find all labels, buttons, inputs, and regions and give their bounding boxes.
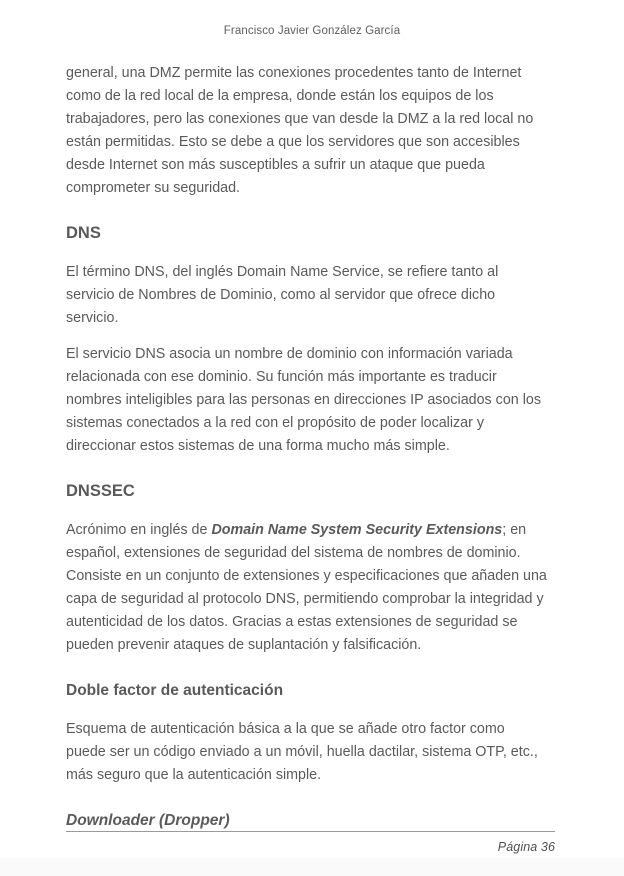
page-bottom-edge	[0, 858, 624, 876]
document-body	[66, 62, 548, 848]
footer-divider	[66, 831, 555, 832]
paragraph-doble-factor: Esquema de autenticación básica a la que se añade otro factor como puede ser un código enviado a un móvil, huella dactilar, sistema OTP, etc., más seguro que la autenticación simple.	[66, 721, 538, 783]
page-header: Francisco Javier González García	[223, 25, 401, 37]
dnssec-emphasis-text: Domain Name System Security Extensions	[211, 522, 503, 538]
dnssec-lead-text: Acrónimo en inglés de	[66, 522, 212, 538]
heading-dnssec: DNSSEC	[66, 482, 135, 500]
paragraph-dmz-intro: general, una DMZ permite las conexiones procedentes tanto de Internet como de la red local de la empresa, donde están los equipos de los trabajadores, pero las conexiones que van desde la DMZ a la red local no están permitidas. Esto se debe a que los servidores que son accesibles desde Internet son más susceptibles a sufrir un ataque que pueda comprometer su seguridad.	[66, 65, 534, 196]
page-number: Página 36	[497, 840, 555, 854]
heading-downloader-dropper: Downloader (Dropper)	[66, 812, 230, 829]
heading-doble-factor-autenticacion: Doble factor de autenticación	[66, 682, 284, 699]
paragraph-dns-definition: El término DNS, del inglés Domain Name Service, se refiere tanto al servicio de Nombres de Dominio, como al servidor que ofrece dicho servicio.	[66, 264, 499, 326]
dnssec-rest-text: ; en español, extensiones de seguridad del sistema de nombres de dominio. Consiste en un conjunto de extensiones y especificaciones que añaden una capa de seguridad al protocolo DNS, permitiendo comprobar la integridad y autenticidad de los datos. Gracias a estas extensiones de seguridad se pueden prevenir ataques de suplantación y falsificación.	[66, 522, 547, 653]
page-footer	[66, 831, 555, 854]
heading-dns: DNS	[66, 224, 101, 242]
paragraph-dns-function: El servicio DNS asocia un nombre de dominio con información variada relacionada con ese dominio. Su función más importante es traducir nombres inteligibles para las personas en direcciones IP asociados con los sistemas conectados a la red con el propósito de poder localizar y direccionar estos sistemas de una forma mucho más simple.	[66, 346, 541, 454]
paragraph-dnssec-definition	[66, 519, 548, 657]
